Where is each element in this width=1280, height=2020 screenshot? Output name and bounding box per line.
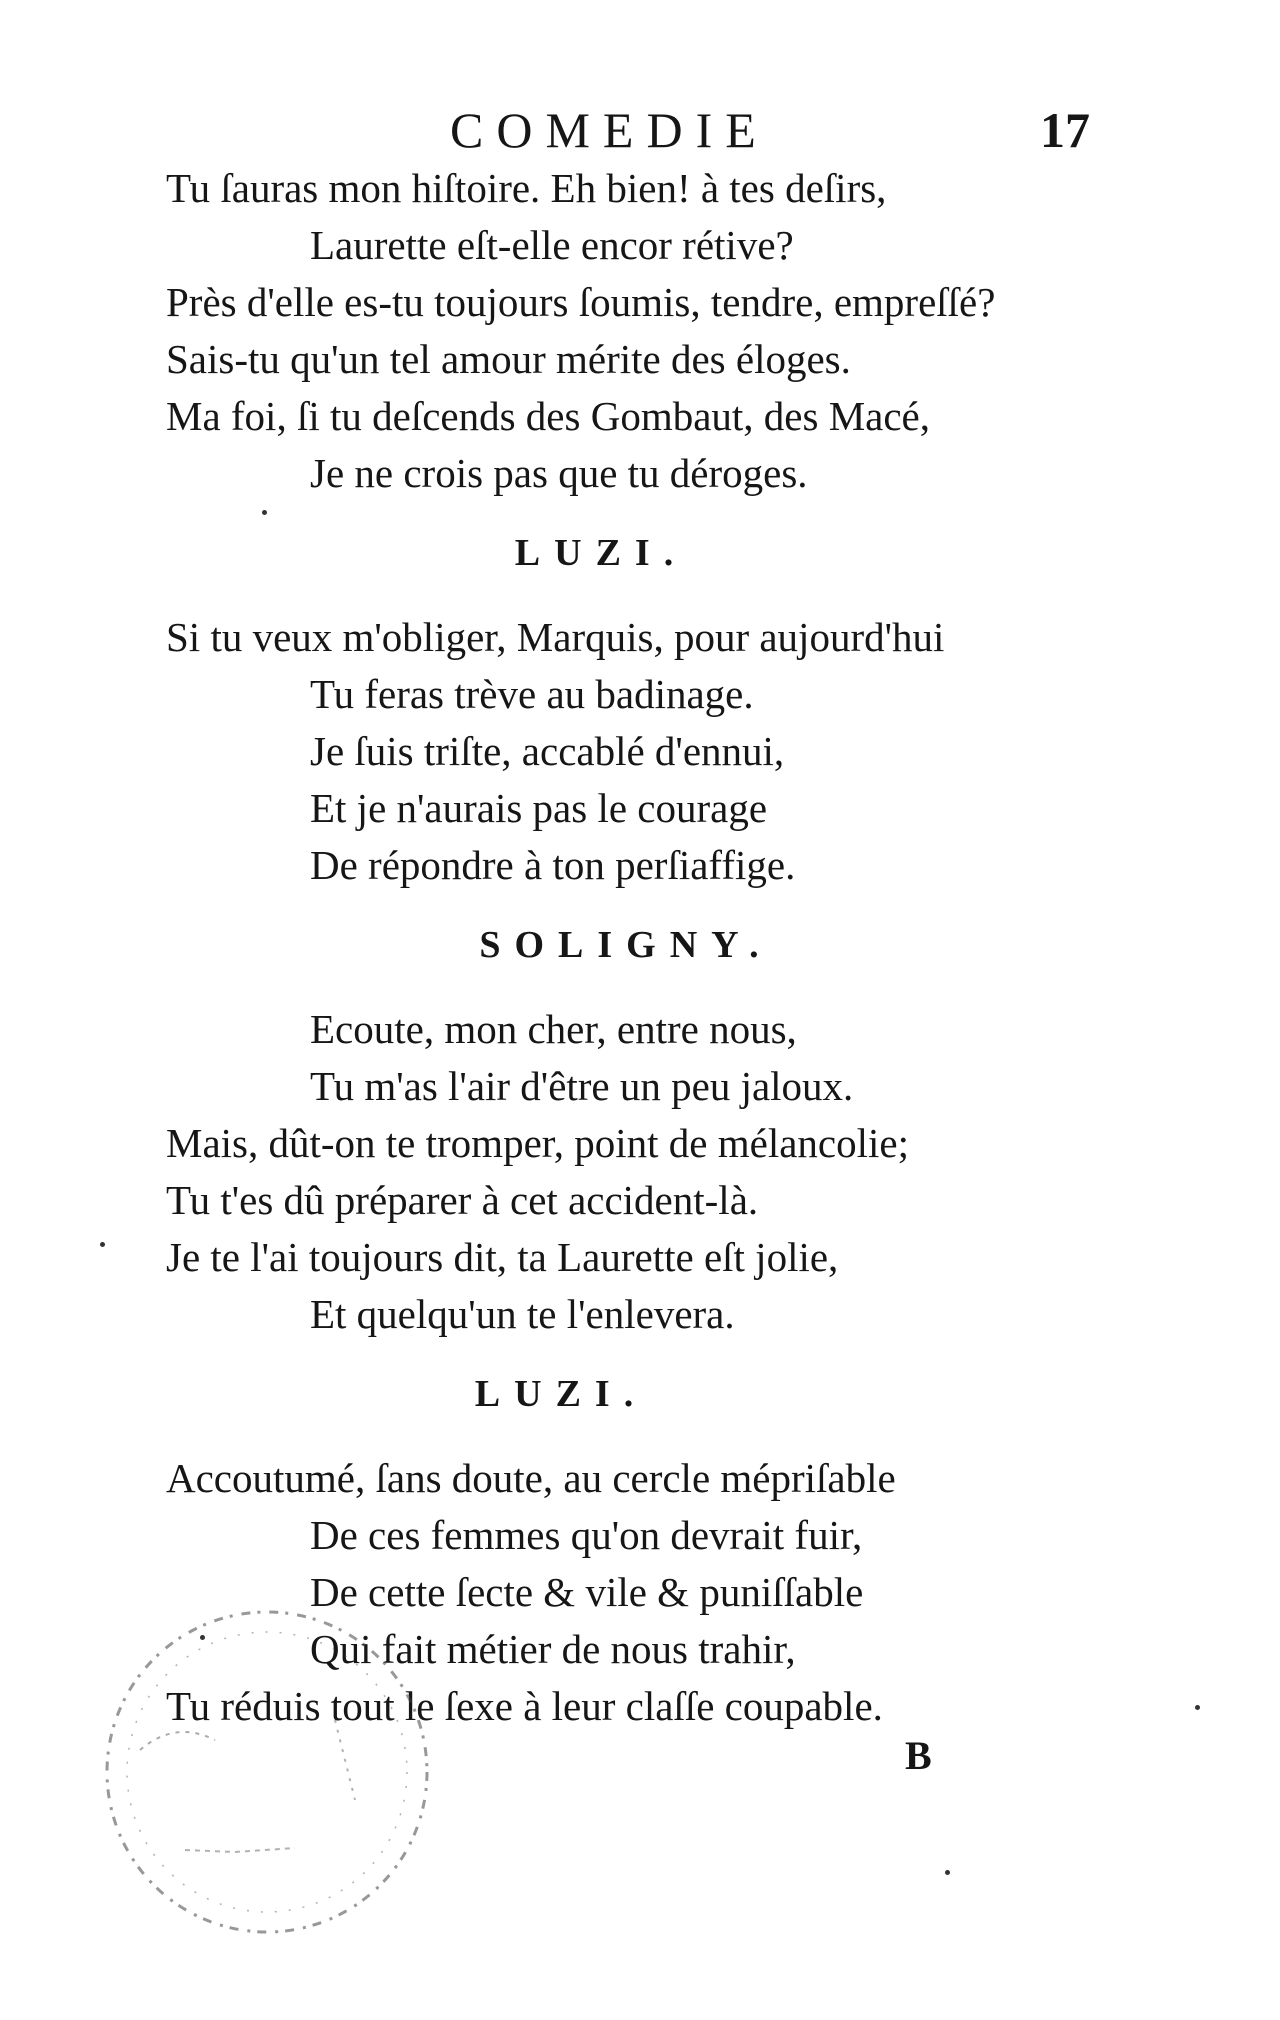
ink-speck — [945, 1870, 950, 1875]
verse-line: Je ſuis triſte, accablé d'ennui, — [310, 728, 785, 774]
verse-block-2 — [166, 609, 1126, 894]
speaker-name: SOLIGNY. — [479, 924, 773, 966]
verse-line: Ecoute, mon cher, entre nous, — [310, 1006, 797, 1052]
running-head — [160, 100, 1120, 160]
verse-line: De cette ſecte & vile & puniſſable — [310, 1569, 864, 1615]
ink-speck — [1195, 1705, 1200, 1710]
verse-line: Accoutumé, ſans doute, au cercle mépriſable — [166, 1455, 896, 1501]
verse-text — [166, 160, 1126, 1735]
verse-line: Si tu veux m'obliger, Marquis, pour aujourd'hui — [166, 614, 945, 660]
speaker-name: LUZI. — [514, 532, 688, 574]
verse-line: Je ne crois pas que tu déroges. — [310, 450, 808, 496]
ink-speck — [262, 510, 267, 515]
signature-mark: B — [905, 1733, 932, 1778]
verse-line: Je te l'ai toujours dit, ta Laurette eſt jolie, — [166, 1234, 839, 1280]
verse-line: Près d'elle es-tu toujours ſoumis, tendre, empreſſé? — [166, 279, 996, 325]
verse-line: De répondre à ton perſiaffige. — [310, 842, 796, 888]
verse-line: Qui fait métier de nous trahir, — [310, 1626, 796, 1672]
speaker-name: LUZI. — [474, 1373, 648, 1415]
verse-block-1 — [166, 160, 1126, 502]
verse-block-4 — [166, 1450, 1126, 1735]
page-number: 17 — [1040, 102, 1090, 158]
verse-line: Mais, dût-on te tromper, point de mélancolie; — [166, 1120, 910, 1166]
verse-line: Ma foi, ſi tu deſcends des Gombaut, des Macé, — [166, 393, 931, 439]
verse-line: Tu feras trève au badinage. — [310, 671, 754, 717]
verse-line: De ces femmes qu'on devrait fuir, — [310, 1512, 863, 1558]
verse-line: Tu réduis tout le ſexe à leur claſſe coupable. — [166, 1683, 883, 1729]
verse-line: Et je n'aurais pas le courage — [310, 785, 768, 831]
ink-speck — [200, 1635, 205, 1640]
verse-line: Tu t'es dû préparer à cet accident-là. — [166, 1177, 759, 1223]
verse-block-3 — [166, 1001, 1126, 1343]
verse-line: Sais-tu qu'un tel amour mérite des éloges. — [166, 336, 851, 382]
verse-line: Tu m'as l'air d'être un peu jaloux. — [310, 1063, 854, 1109]
verse-line: Et quelqu'un te l'enlevera. — [310, 1291, 735, 1337]
verse-line: Tu ſauras mon hiſtoire. Eh bien! à tes deſirs, — [166, 165, 887, 211]
ink-speck — [100, 1242, 105, 1247]
running-head-title: COMEDIE — [450, 102, 769, 158]
verse-line: Laurette eſt-elle encor rétive? — [310, 222, 794, 268]
